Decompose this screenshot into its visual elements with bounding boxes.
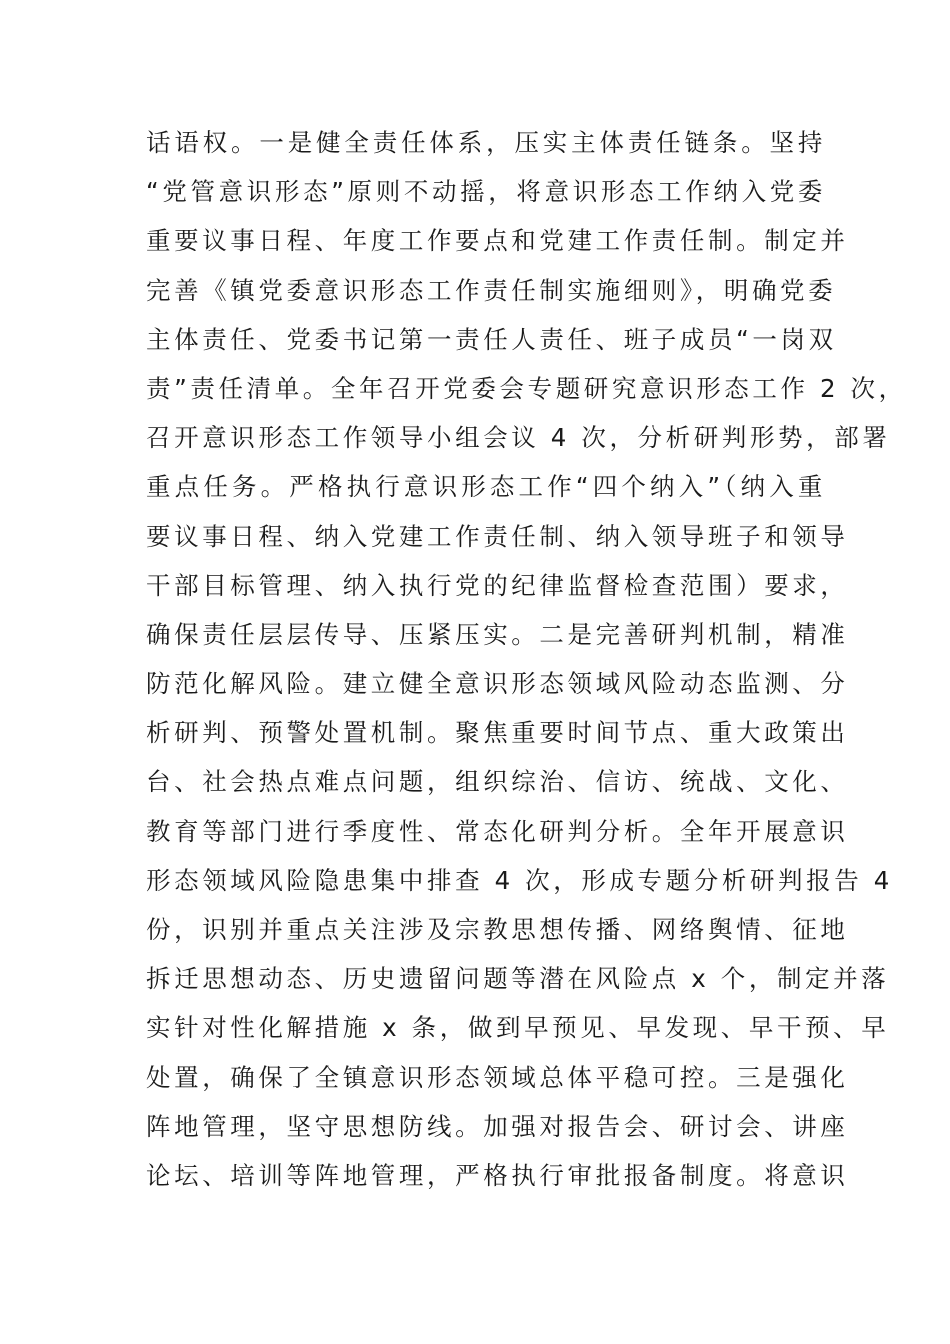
text-line: 话语权。一是健全责任体系，压实主体责任链条。坚持 bbox=[146, 128, 826, 157]
text-line: 论坛、培训等阵地管理，严格执行审批报备制度。将意识 bbox=[146, 1160, 849, 1190]
text-line: 重要议事日程、年度工作要点和党建工作责任制。制定并 bbox=[146, 226, 849, 256]
text-line: 析研判、预警处置机制。聚焦重要时间节点、重大政策出 bbox=[146, 718, 849, 748]
text-line: 主体责任、党委书记第一责任人责任、班子成员“一岗双 bbox=[146, 324, 837, 354]
text-line: 阵地管理，坚守思想防线。加强对报告会、研讨会、讲座 bbox=[146, 1111, 849, 1141]
text-line: 实针对性化解措施 x 条，做到早预见、早发现、早干预、早 bbox=[146, 1013, 890, 1043]
text-line: 形态领域风险隐患集中排查 4 次，形成专题分析研判报告 4 bbox=[146, 865, 893, 895]
text-line: 处置，确保了全镇意识形态领域总体平稳可控。三是强化 bbox=[146, 1062, 849, 1092]
text-line: “党管意识形态”原则不动摇，将意识形态工作纳入党委 bbox=[146, 177, 826, 207]
text-line: 台、社会热点难点问题，组织综治、信访、统战、文化、 bbox=[146, 767, 849, 797]
text-line: 要议事日程、纳入党建工作责任制、纳入领导班子和领导 bbox=[146, 521, 849, 551]
text-line: 确保责任层层传导、压紧压实。二是完善研判机制，精准 bbox=[146, 619, 849, 649]
text-line: 干部目标管理、纳入执行党的纪律监督检查范围）要求， bbox=[146, 570, 849, 600]
body-paragraph bbox=[146, 118, 907, 1200]
text-line: 防范化解风险。建立健全意识形态领域风险动态监测、分 bbox=[146, 669, 849, 699]
text-line: 份，识别并重点关注涉及宗教思想传播、网络舆情、征地 bbox=[146, 915, 849, 944]
text-line: 召开意识形态工作领导小组会议 4 次，分析研判形势，部署 bbox=[146, 423, 891, 453]
text-line: 拆迁思想动态、历史遗留问题等潜在风险点 x 个，制定并落 bbox=[146, 964, 890, 994]
text-line: 责”责任清单。全年召开党委会专题研究意识形态工作 2 次， bbox=[146, 373, 907, 403]
text-line: 教育等部门进行季度性、常态化研判分析。全年开展意识 bbox=[146, 816, 849, 846]
text-line: 完善《镇党委意识形态工作责任制实施细则》，明确党委 bbox=[146, 275, 837, 305]
text-line: 重点任务。严格执行意识形态工作“四个纳入”（纳入重 bbox=[146, 472, 826, 502]
